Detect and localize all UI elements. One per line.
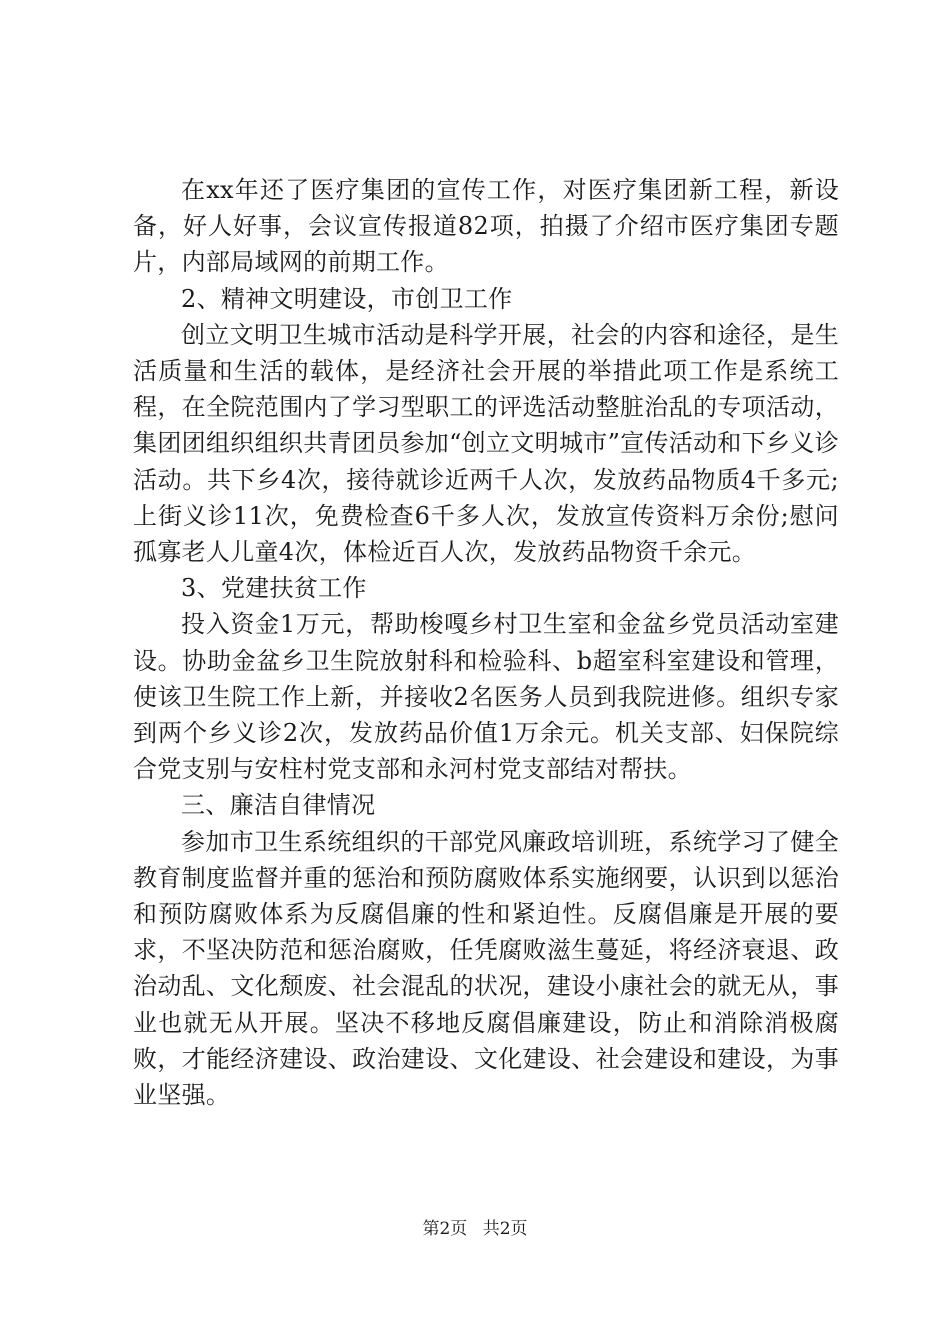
- heading-poverty-alleviation: 3、党建扶贫工作: [181, 574, 367, 603]
- page-total: 共2页: [482, 1219, 528, 1239]
- document-body: [133, 172, 839, 1113]
- paragraph-civilization-building: 创立文明卫生城市活动是科学开展，社会的内容和途径，是生活质量和生活的载体，是经济社会开展的举措此项工作是系统工程，在全院范围内了学习型职工的评选活动整脏治乱的专项活动，集团团组织组织共青团员参加“创立文明城市”宣传活动和下乡义诊活动。共下乡4次，接待就诊近两千人次，发放药品物质4千多元;上街义诊11次，免费检查6千多人次，发放宣传资料万余份;慰问孤寡老人儿童4次，体检近百人次，发放药品物资千余元。: [133, 320, 839, 567]
- heading-civilization-building: 2、精神文明建设，市创卫工作: [181, 284, 513, 313]
- heading-integrity: 三、廉洁自律情况: [181, 791, 376, 820]
- paragraph-publicity: 在xx年还了医疗集团的宣传工作，对医疗集团新工程，新设备，好人好事，会议宣传报道82项，拍摄了介绍市医疗集团专题片，内部局域网的前期工作。: [133, 176, 839, 277]
- page-footer: [0, 1214, 950, 1239]
- paragraph-integrity: 参加市卫生系统组织的干部党风廉政培训班，系统学习了健全教育制度监督并重的惩治和预防腐败体系实施纲要，认识到以惩治和预防腐败体系为反腐倡廉的性和紧迫性。反腐倡廉是开展的要求，不坚决防范和惩治腐败，任凭腐败滋生蔓延，将经济衰退、政治动乱、文化颓废、社会混乱的状况，建设小康社会的就无从，事业也就无从开展。坚决不移地反腐倡廉建设，防止和消除消极腐败，才能经济建设、政治建设、文化建设、社会建设和建设，为事业坚强。: [133, 827, 839, 1110]
- paragraph-poverty-alleviation: 投入资金1万元，帮助梭嘎乡村卫生室和金盆乡党员活动室建设。协助金盆乡卫生院放射科和检验科、b超室科室建设和管理，使该卫生院工作上新，并接收2名医务人员到我院进修。组织专家到两个乡义诊2次，发放药品价值1万余元。机关支部、妇保院综合党支别与安柱村党支部和永河村党支部结对帮扶。: [133, 610, 839, 784]
- page-number: 第2页: [422, 1219, 468, 1239]
